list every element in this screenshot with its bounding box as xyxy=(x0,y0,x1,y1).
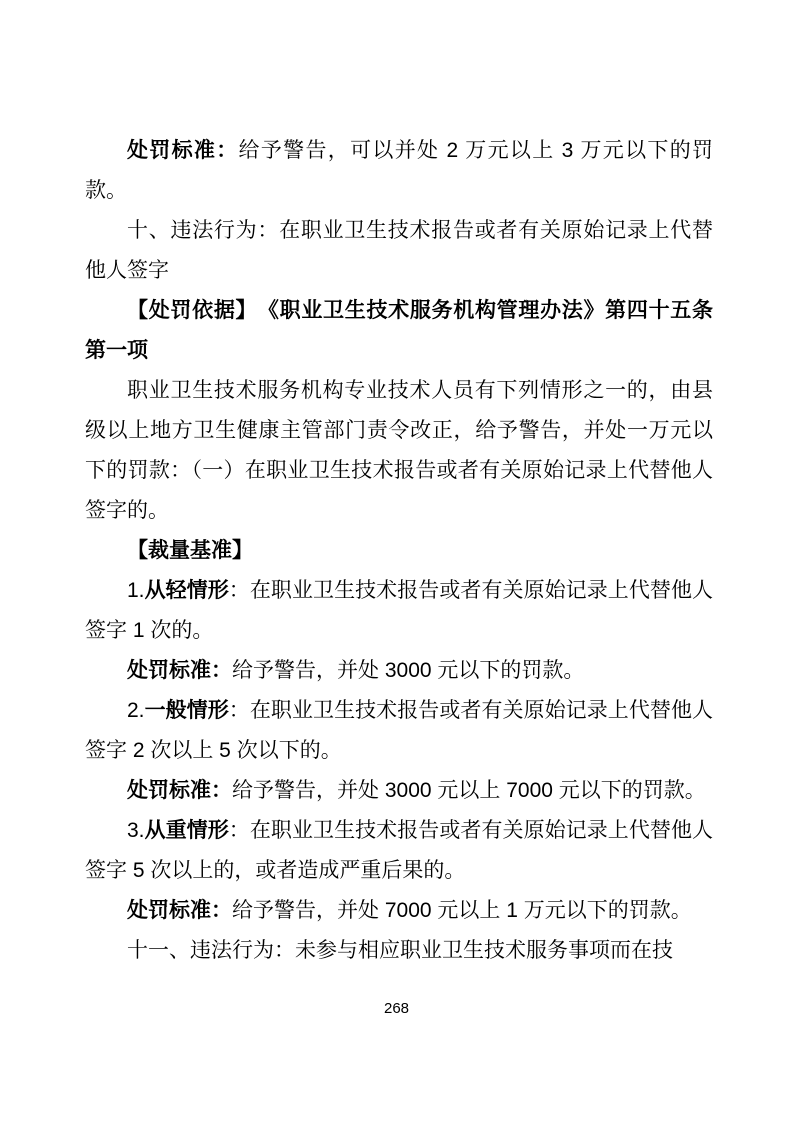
paragraph xyxy=(85,691,713,771)
text-run: ：在职业卫生技术报告或者有关原始记录上代替他人签字 1 次的。 xyxy=(85,579,714,642)
bold-run: 从轻情形 xyxy=(144,579,229,602)
paragraph xyxy=(85,131,713,211)
bold-run: 【裁量基准】 xyxy=(127,539,253,562)
bold-run: 处罚标准： xyxy=(127,659,232,682)
paragraph xyxy=(85,571,713,651)
text-run: 给予警告，并处 3000 元以上 7000 元以下的罚款。 xyxy=(232,779,706,802)
text-run: 十一、违法行为：未参与相应职业卫生技术服务事项而在技 xyxy=(127,939,673,962)
paragraph xyxy=(85,931,713,971)
text-run: 给予警告，可以并处 2 万元以上 3 万元以下的罚款。 xyxy=(85,139,714,202)
text-run: 给予警告，并处 7000 元以上 1 万元以下的罚款。 xyxy=(232,899,692,922)
bold-run: 处罚标准： xyxy=(127,779,232,802)
paragraph xyxy=(85,371,713,531)
text-run: ：在职业卫生技术报告或者有关原始记录上代替他人签字 5 次以上的，或者造成严重后果的。 xyxy=(85,819,714,882)
bold-run: 处罚标准： xyxy=(127,899,232,922)
paragraph xyxy=(85,891,713,931)
text-run: 3. xyxy=(127,819,145,842)
paragraph xyxy=(85,811,713,891)
paragraph xyxy=(85,771,713,811)
page-number: 268 xyxy=(383,1000,410,1017)
paragraph xyxy=(85,531,713,571)
text-run: 给予警告，并处 3000 元以下的罚款。 xyxy=(232,659,585,682)
text-run: 职业卫生技术服务机构专业技术人员有下列情形之一的，由县级以上地方卫生健康主管部门责令改正，给予警告，并处一万元以下的罚款：（一）在职业卫生技术报告或者有关原始记录上代替他人签字的。 xyxy=(85,379,713,522)
paragraph xyxy=(85,211,713,291)
text-run: ：在职业卫生技术报告或者有关原始记录上代替他人签字 2 次以上 5 次以下的。 xyxy=(85,699,714,762)
text-run: 2. xyxy=(127,699,145,722)
paragraph xyxy=(85,291,713,371)
bold-run: 处罚标准： xyxy=(127,139,239,162)
bold-run: 一般情形 xyxy=(144,699,229,722)
document-body xyxy=(85,131,713,971)
text-run: 1. xyxy=(127,579,145,602)
text-run: 十、违法行为：在职业卫生技术报告或者有关原始记录上代替他人签字 xyxy=(85,219,713,282)
bold-run: 【处罚依据】 《职业卫生技术服务机构管理办法》第四十五条第一项 xyxy=(85,299,713,362)
bold-run: 从重情形 xyxy=(144,819,229,842)
paragraph xyxy=(85,651,713,691)
